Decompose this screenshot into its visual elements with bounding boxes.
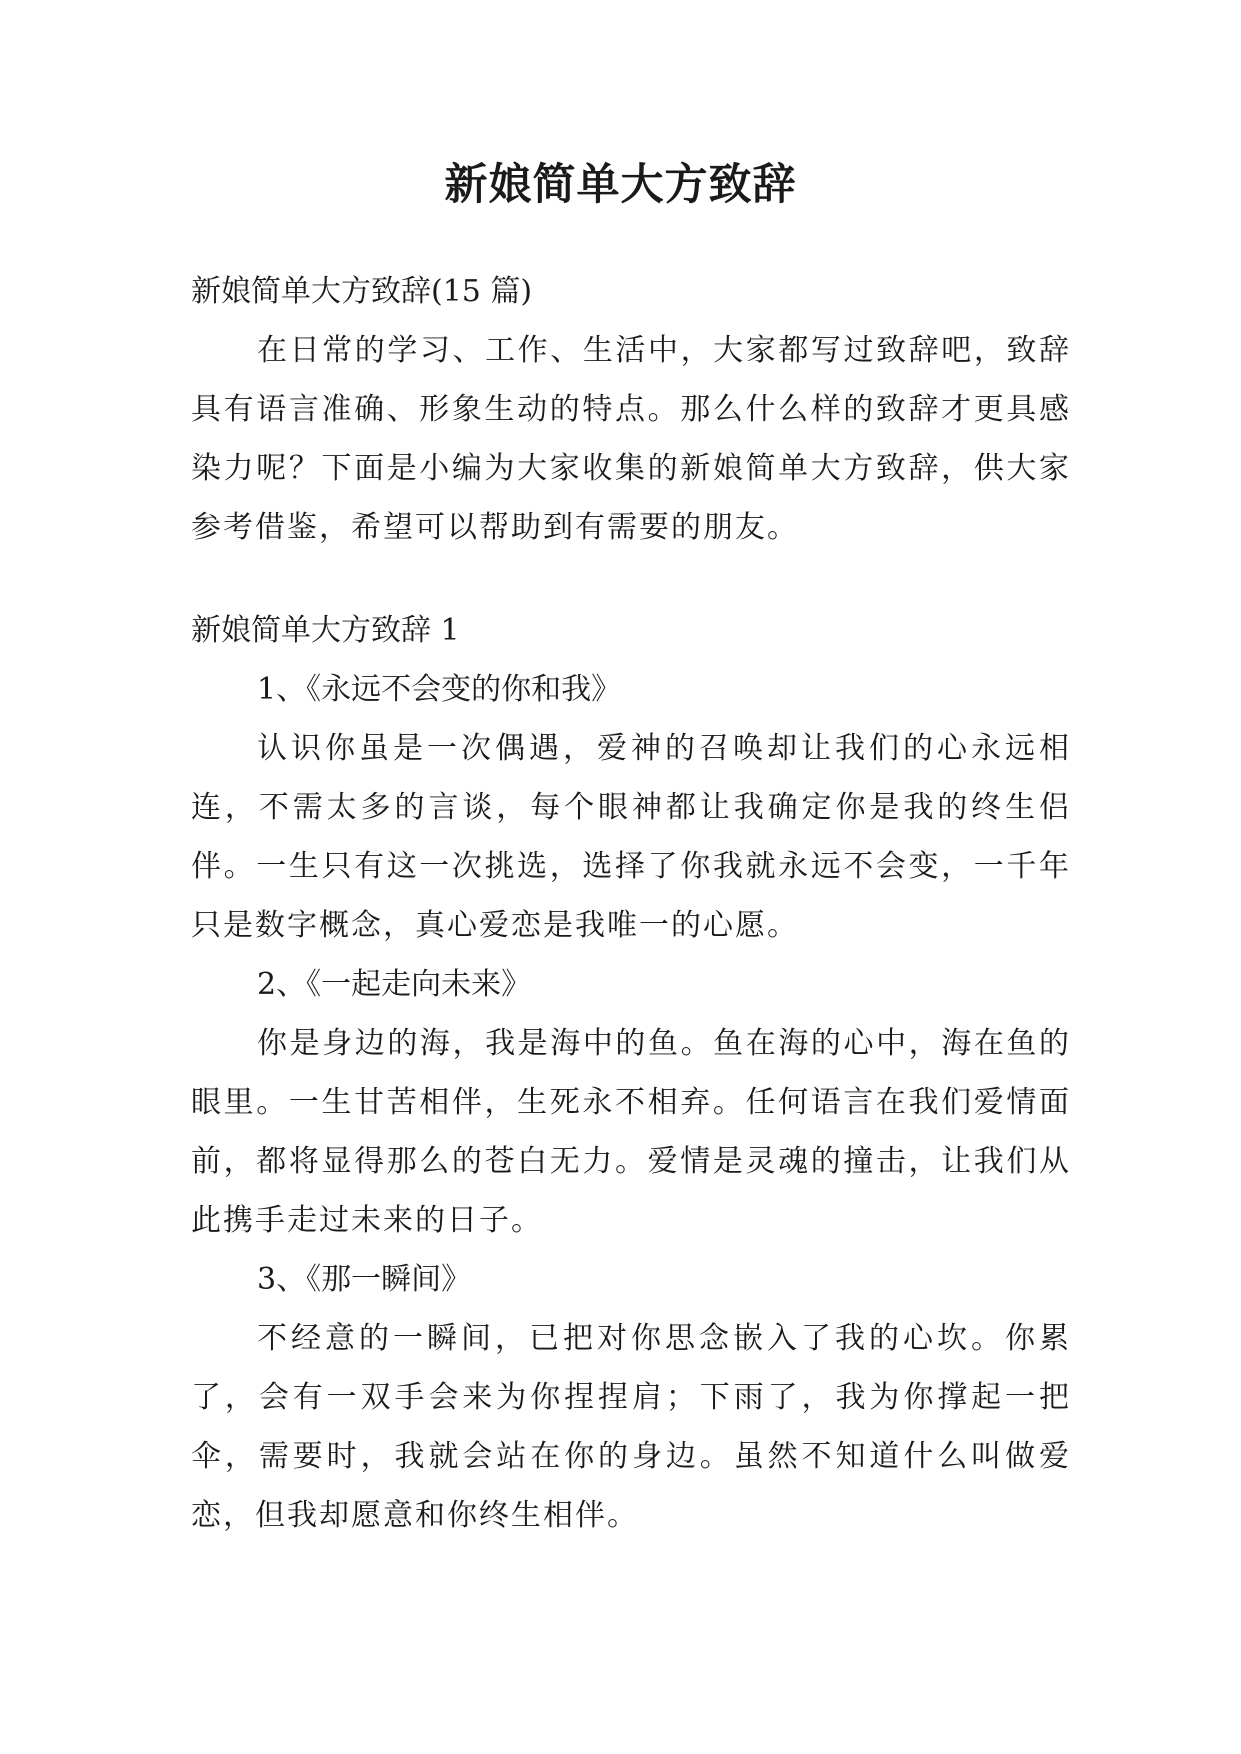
document-title: 新娘简单大方致辞 (444, 160, 797, 210)
document-subtitle: 新娘简单大方致辞(15 篇) (191, 274, 533, 309)
intro-paragraph: 在日常的学习、工作、生活中，大家都写过致辞吧，致辞具有语言准确、形象生动的特点。那么什么样的致辞才更具感染力呢？下面是小编为大家收集的新娘简单大方致辞，供大家参考借鉴，希望可以帮助到有需要的朋友。 (191, 333, 1071, 545)
item-text-3: 不经意的一瞬间，已把对你思念嵌入了我的心坎。你累了，会有一双手会来为你捏捏肩；下雨了，我为你撑起一把伞，需要时，我就会站在你的身边。虽然不知道什么叫做爱恋，但我却愿意和你终生相伴。 (191, 1321, 1071, 1533)
item-heading-2: 2、《一起走向未来》 (257, 967, 532, 1002)
item-text-2: 你是身边的海，我是海中的鱼。鱼在海的心中，海在鱼的眼里。一生甘苦相伴，生死永不相弃。任何语言在我们爱情面前，都将显得那么的苍白无力。爱情是灵魂的撞击，让我们从此携手走过未来的日子。 (191, 1026, 1071, 1238)
item-heading-1: 1、《永远不会变的你和我》 (257, 672, 622, 707)
section-heading: 新娘简单大方致辞 1 (191, 613, 460, 648)
document-body (191, 262, 1071, 1545)
section-gap (191, 557, 1071, 601)
item-text-1: 认识你虽是一次偶遇，爱神的召唤却让我们的心永远相连，不需太多的言谈，每个眼神都让我确定你是我的终生侣伴。一生只有这一次挑选，选择了你我就永远不会变，一千年只是数字概念，真心爱恋是我唯一的心愿。 (191, 731, 1071, 943)
item-heading-3: 3、《那一瞬间》 (257, 1262, 472, 1297)
